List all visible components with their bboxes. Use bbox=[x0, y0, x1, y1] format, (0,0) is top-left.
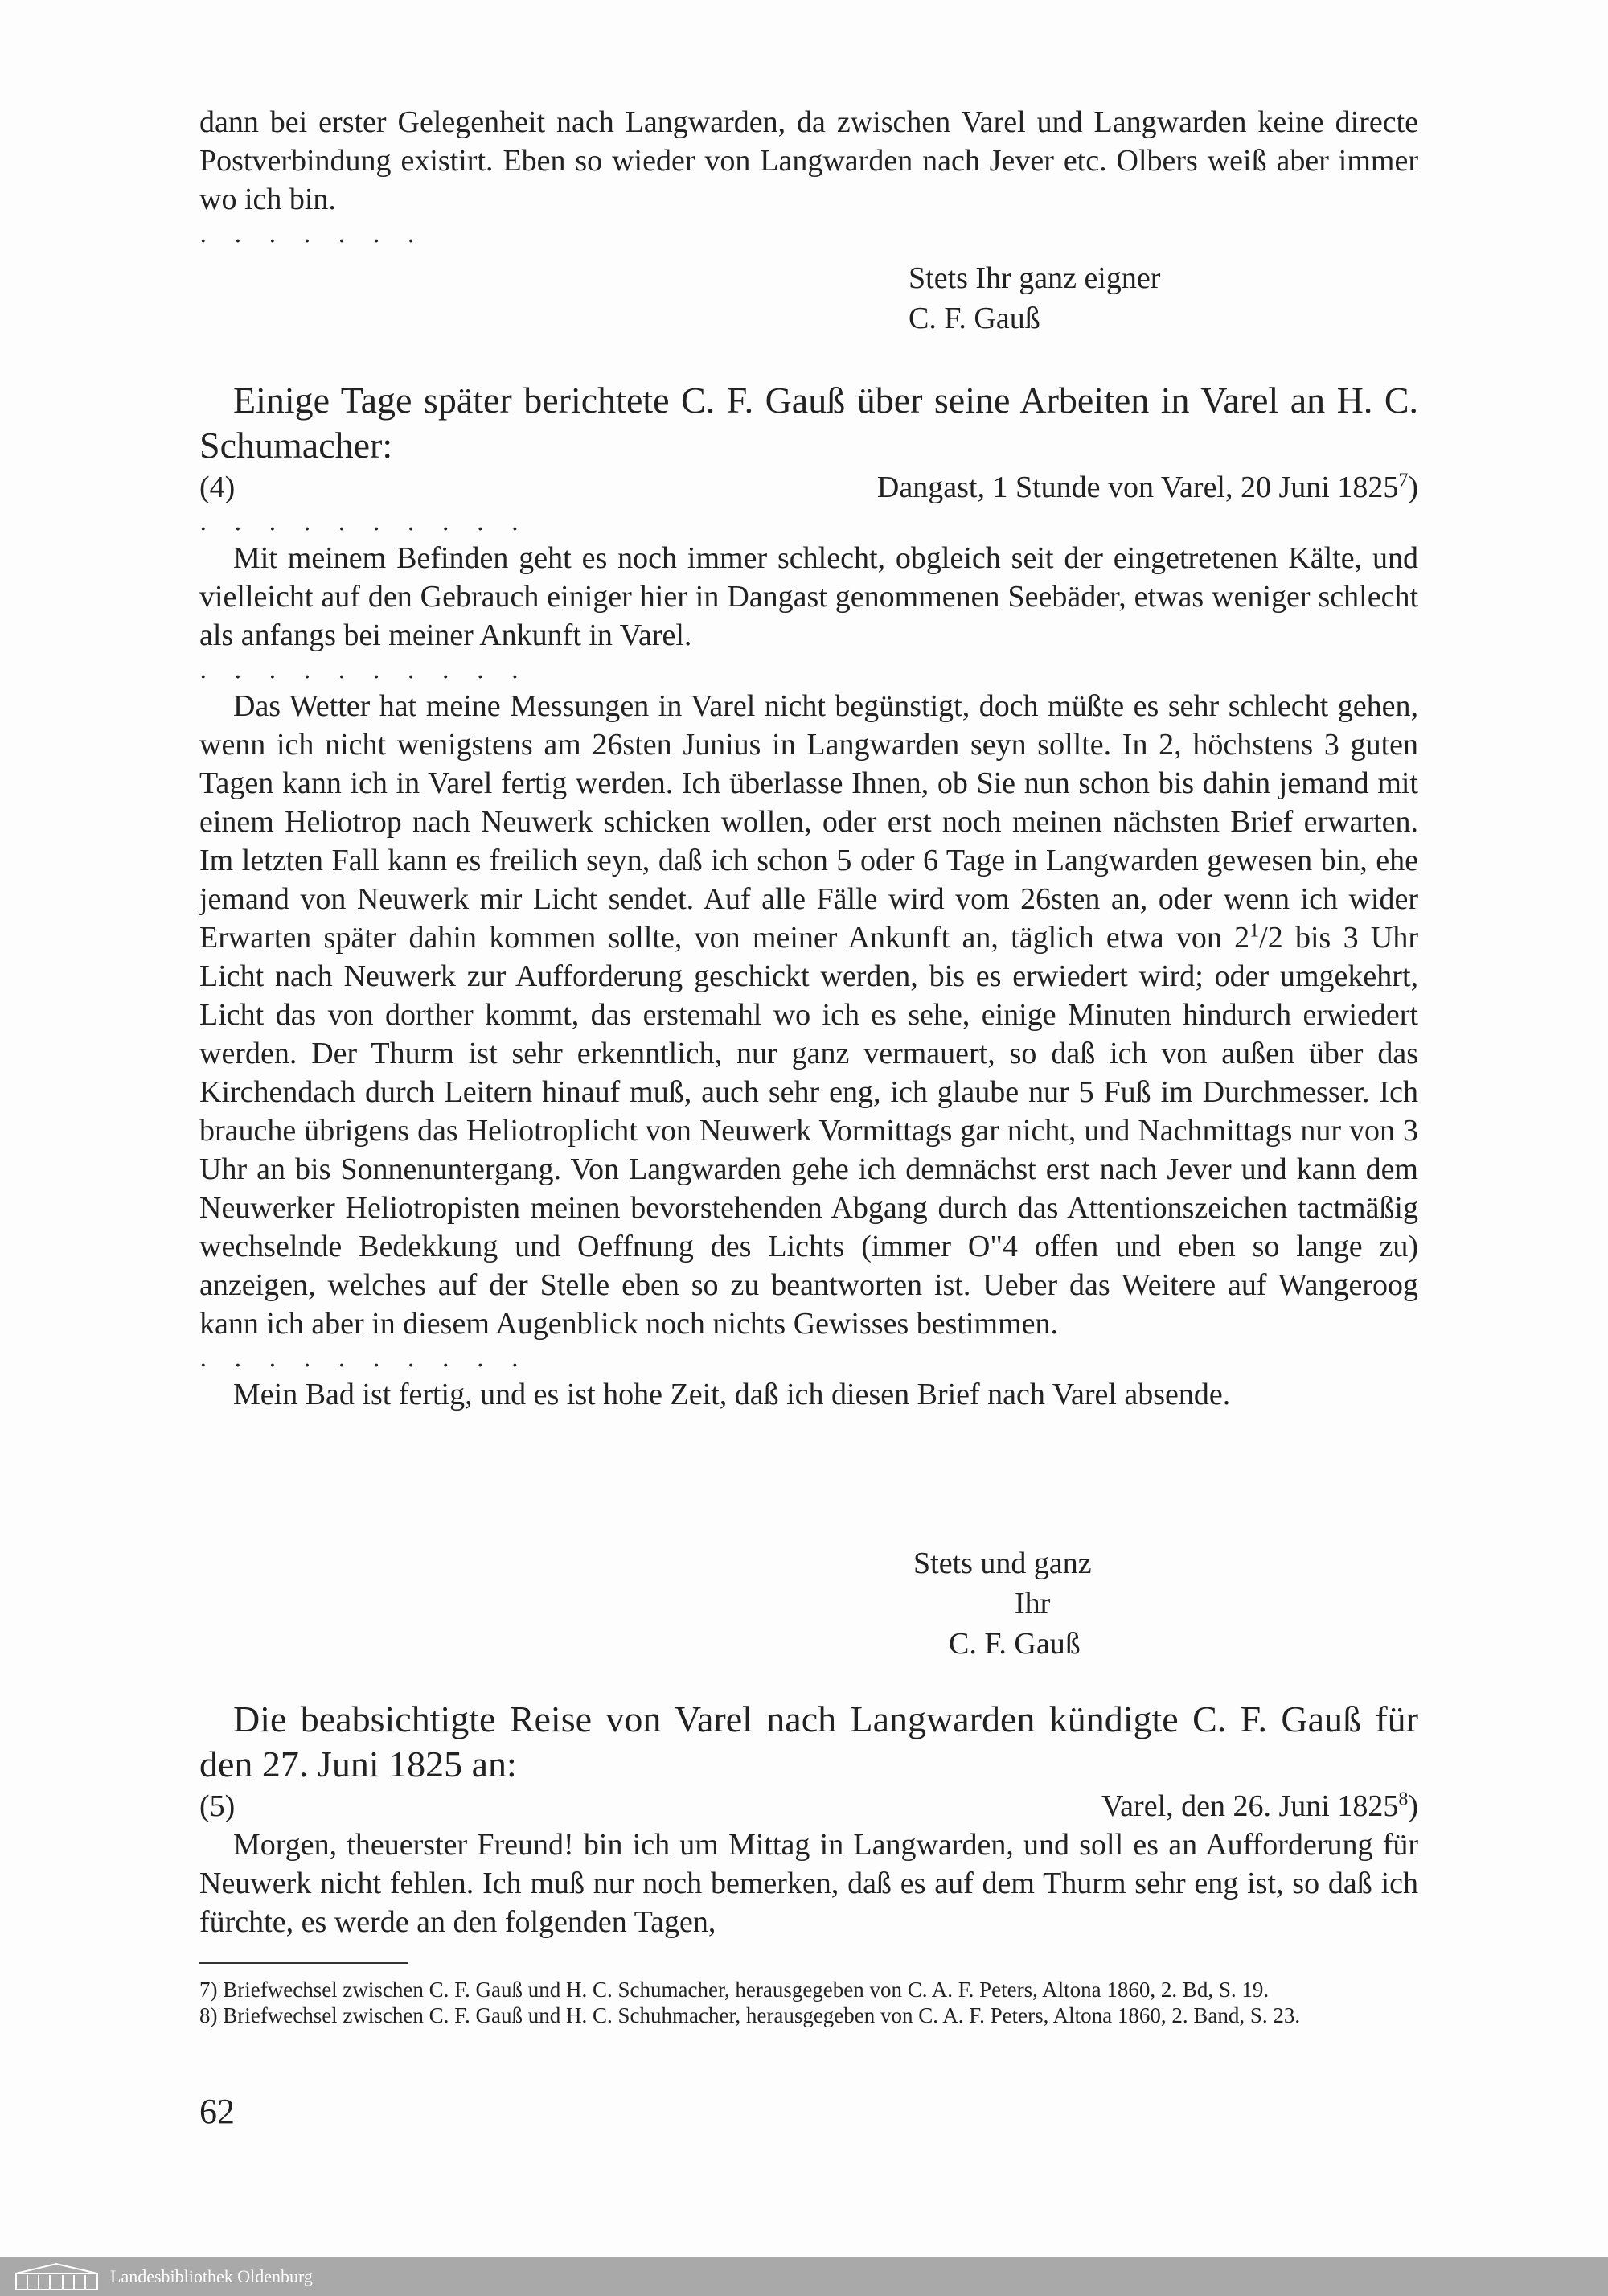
footnote-ref: 7 bbox=[1398, 470, 1409, 491]
letter-paragraph: Mein Bad ist fertig, und es ist hohe Zeit, daß ich diesen Brief nach Varel absende. bbox=[233, 1378, 1231, 1411]
library-building-icon bbox=[14, 2262, 99, 2291]
footnote-text: Briefwechsel zwischen C. F. Gauß und H. C. Schumacher, herausgegeben von C. A. F. Peters, Altona 1860, 2. Bd, S. 19. bbox=[223, 1978, 1270, 2002]
footnote bbox=[199, 1977, 1418, 2002]
letter-number: (4) bbox=[199, 470, 236, 504]
footnote-ref: 8 bbox=[1398, 1789, 1409, 1810]
footnote-text: Briefwechsel zwischen C. F. Gauß und H. C. Schuhmacher, herausgegeben von C. A. F. Peters, Altona 1860, 2. Band, S. 23. bbox=[223, 2003, 1301, 2027]
section-4 bbox=[199, 378, 1418, 1414]
signature-line: Ihr bbox=[1015, 1587, 1051, 1620]
letter-dateline bbox=[877, 468, 1418, 507]
dateline-close: ) bbox=[1408, 470, 1418, 504]
library-footer bbox=[0, 2257, 1608, 2296]
library-name: Landesbibliothek Oldenburg bbox=[110, 2265, 313, 2286]
section-5 bbox=[199, 1697, 1418, 1941]
section-lead: Die beabsichtigte Reise von Varel nach Langwarden kündigte C. F. Gauß für den 27. Juni 1825 an: bbox=[199, 1698, 1418, 1785]
signature-name: C. F. Gauß bbox=[909, 302, 1040, 335]
footnote bbox=[199, 2002, 1418, 2028]
letter-paragraph bbox=[199, 687, 1418, 1343]
paragraph-part: Das Wetter hat meine Messungen in Varel nicht begünstigt, doch müßte es sehr schlecht gehen, wenn ich nicht wenigstens am 26sten Junius in Langwarden seyn sollte. In 2, höchstens 3 guten Tagen kann ich in Varel fertig werden. Ich überlasse Ihnen, ob Sie nun schon bis dahin jemand mit einem Heliotrop nach Neuwerk schicken wollen, oder erst noch meinen nächsten Brief erwarten. Im letzten Fall kann es freilich seyn, daß ich schon 5 oder 6 Tage in Langwarden gewesen bin, ehe jemand von Neuwerk mir Licht sendet. Auf alle Fälle wird vom 26sten an, oder wenn ich wider Erwarten später dahin kommen sollte, von meiner Ankunft an, täglich etwa von 2 bbox=[199, 689, 1418, 955]
letter-close bbox=[199, 103, 1418, 251]
signature-name: C. F. Gauß bbox=[949, 1627, 1081, 1661]
footnote-mark: 8) bbox=[199, 2003, 218, 2027]
dateline-text: Varel, den 26. Juni 1825 bbox=[1101, 1789, 1399, 1823]
ellipsis-dots: . . . . . . . . . . bbox=[199, 1345, 529, 1373]
fraction-denominator: /2 bbox=[1259, 921, 1283, 955]
signature-line: Stets Ihr ganz eigner bbox=[909, 261, 1161, 295]
ellipsis-dots: . . . . . . . . . . bbox=[199, 656, 529, 684]
letter-heading bbox=[199, 1787, 1418, 1826]
letter-heading bbox=[199, 468, 1418, 507]
ellipsis-dots: . . . . . . . . . . bbox=[199, 508, 529, 536]
letter-paragraph: Mit meinem Befinden geht es noch immer schlecht, obgleich seit der eingetretenen Kälte, und vielleicht auf den Gebrauch einiger hier in Dangast genommenen Seebäder, etwas weniger schlecht als anfangs bei meiner Ankunft in Varel. bbox=[199, 541, 1418, 652]
footnote-mark: 7) bbox=[199, 1978, 218, 2002]
ellipsis-dots: . . . . . . . bbox=[199, 220, 425, 248]
footnotes bbox=[199, 1977, 1418, 2028]
paragraph-part: bis 3 Uhr Licht nach Neuwerk zur Aufforderung geschickt werden, bis es erwiedert wird; oder umgekehrt, Licht das von dorther kommt, das erstemahl wo ich es sehe, einige Minuten hindurch erwiedert werden. Der Thurm ist sehr erkenntlich, nur ganz vermauert, so daß ich von außen über das Kirchendach durch Leitern hinauf muß, auch sehr eng, ich glaube nur 5 Fuß im Durchmesser. Ich brauche übrigens das Heliotroplicht von Neuwerk Vormittags gar nicht, und Nachmittags nur von 3 Uhr an bis Sonnenuntergang. Von Langwarden gehe ich demnächst erst nach Jever und kann dem Neuwerker Heliotropisten meinen bevorstehenden Abgang durch das Attentionszeichen tactmäßig wechselnde Bedekkung und Oeffnung des Lichts (immer O"4 offen und eben so lange zu) anzeigen, welches auf der Stelle eben so zu beantworten ist. Ueber das Weitere auf Wangeroog kann ich aber in diesem Augenblick noch nichts Gewisses bestimmen. bbox=[199, 921, 1419, 1341]
section-lead: Einige Tage später berichtete C. F. Gauß über seine Arbeiten in Varel an H. C. Schumacher: bbox=[199, 380, 1418, 466]
letter-close-body: dann bei erster Gelegenheit nach Langwarden, da zwischen Varel und Langwarden keine directe Postverbindung existirt. Eben so wieder von Langwarden nach Jever etc. Olbers weiß aber immer wo ich bin. bbox=[199, 105, 1418, 216]
signature-line: Stets und ganz bbox=[913, 1546, 1092, 1580]
footnote-rule bbox=[199, 1962, 408, 1964]
letter-dateline bbox=[1101, 1787, 1418, 1826]
dateline-close: ) bbox=[1408, 1789, 1418, 1823]
letter-paragraph: Morgen, theuerster Freund! bin ich um Mittag in Langwarden, und soll es an Aufforderung für Neuwerk nicht fehlen. Ich muß nur noch bemerken, daß es auf dem Thurm sehr eng ist, so daß ich fürchte, es werde an den folgenden Tagen, bbox=[199, 1828, 1418, 1939]
letter-number: (5) bbox=[199, 1789, 236, 1823]
page-number: 62 bbox=[199, 2092, 235, 2131]
fraction-numerator: 1 bbox=[1249, 920, 1260, 942]
dateline-text: Dangast, 1 Stunde von Varel, 20 Juni 1825 bbox=[876, 470, 1399, 504]
